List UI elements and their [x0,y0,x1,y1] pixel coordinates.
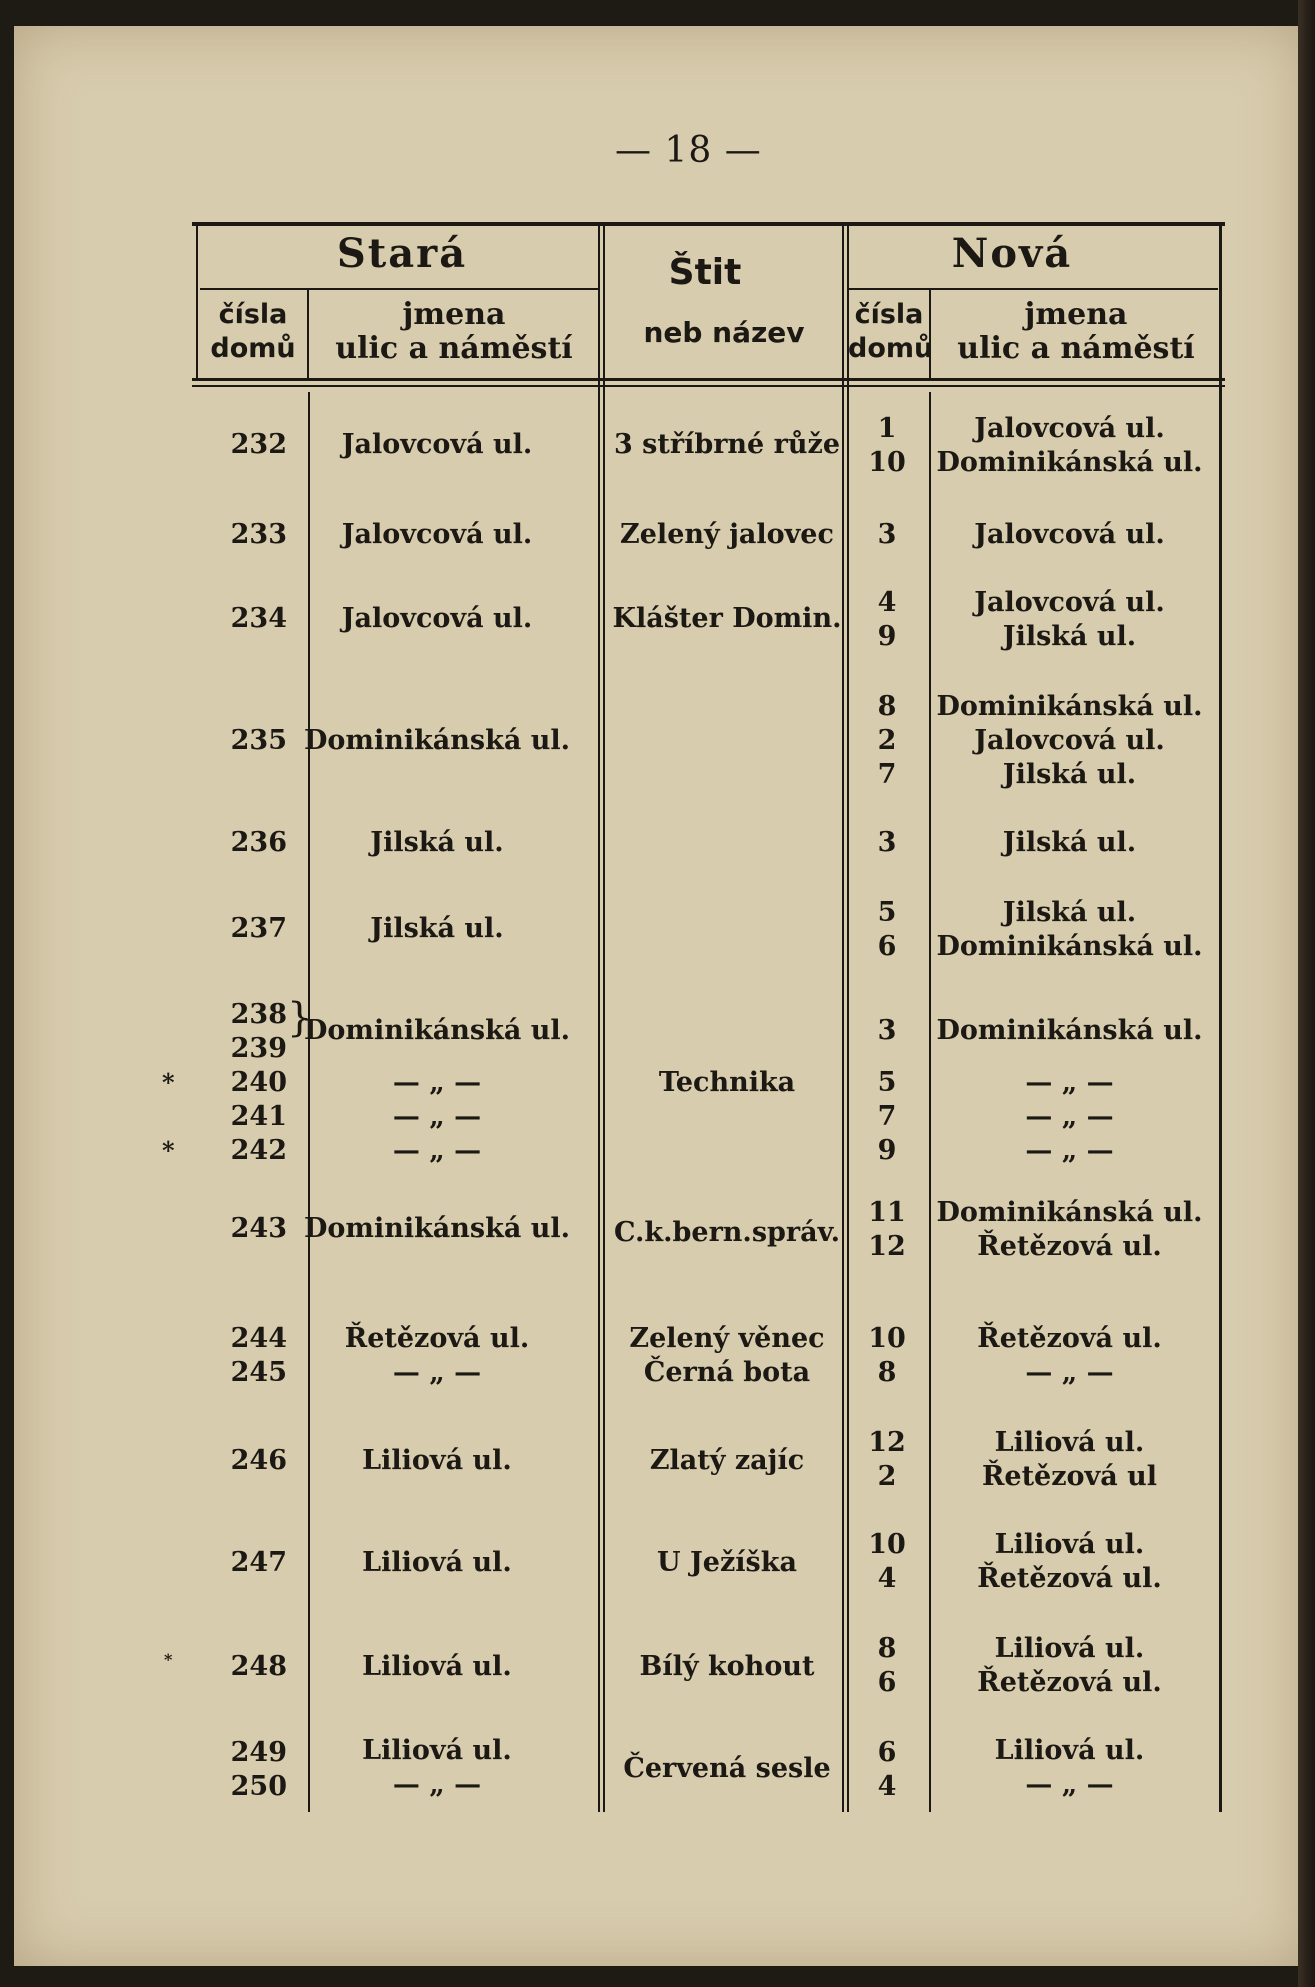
header-old-cisla-1: čísla [218,299,288,330]
header-old-jmena-1: jmena [402,297,506,332]
new-number: 3 [877,1015,897,1046]
page-number-text: — 18 — [615,130,762,171]
new-street: Jalovcová ul. [974,725,1165,756]
new-number: 6 [877,931,897,962]
header-new-cisla [848,298,934,366]
sign-name: Černá bota [643,1357,811,1388]
old-street: Liliová ul. [362,1651,512,1682]
sign-name: Technika [658,1067,796,1098]
old-col-divider-head [307,288,309,378]
new-street: Jilská ul. [1002,827,1137,858]
new-street: Jalovcová ul. [974,519,1165,550]
header-new-jmena [932,298,1220,366]
old-number: 248 [230,1651,287,1682]
new-street: Řetězová ul. [977,1667,1162,1698]
old-number: 238 [230,999,287,1030]
asterisk-marker: * [162,1068,175,1097]
new-number: 5 [877,897,897,928]
new-number: 1 [877,413,897,444]
header-bottom-rule-2 [192,385,1225,387]
header-new-cisla-1: čísla [854,299,924,330]
new-street: Řetězová ul. [977,1323,1162,1354]
header-old-cisla [200,298,306,366]
new-street: Liliová ul. [994,1735,1145,1766]
old-number: 235 [230,725,287,756]
old-number: 249 [230,1737,287,1768]
table-top-rule [192,222,1225,226]
sign-name: C.k.bern.správ. [613,1217,840,1248]
header-new-jmena-2: ulic a náměstí [957,331,1195,366]
old-street: Jalovcová ul. [341,429,533,460]
new-number: 2 [877,725,897,756]
sign-name: Klášter Domin. [612,603,842,634]
old-street: Jilská ul. [370,827,504,858]
new-street: Liliová ul. [994,1633,1145,1664]
old-street: Jalovcová ul. [341,519,533,550]
asterisk-marker: * [162,1136,175,1165]
new-number: 12 [868,1231,906,1262]
new-number: 2 [877,1461,897,1492]
left-border [196,222,198,378]
old-street-ditto: — „ — [392,1101,482,1132]
stara-sub-rule [200,288,600,290]
new-street: Dominikánská ul. [936,691,1203,722]
old-number: 250 [230,1771,287,1802]
new-street: Dominikánská ul. [936,931,1203,962]
old-number: 237 [230,913,287,944]
new-street-ditto: — „ — [1025,1769,1114,1800]
old-street-ditto: — „ — [392,1135,482,1166]
new-street: Jilská ul. [1002,621,1137,652]
sign-name: Zlatý zajíc [649,1445,805,1476]
old-street: Řetězová ul. [344,1323,530,1354]
sign-name: 3 stříbrné růže [613,429,841,460]
new-number: 3 [877,827,897,858]
asterisk-marker: * [164,1650,173,1669]
nova-sub-rule [848,288,1218,290]
new-number: 6 [877,1667,897,1698]
header-old-cisla-2: domů [210,333,296,364]
header-stara: Stará [336,230,468,277]
header-stit: Štit [668,252,742,293]
new-number: 4 [877,1771,897,1802]
page-edge [1298,0,1315,1987]
new-street: Řetězová ul. [977,1231,1162,1262]
old-number: 236 [230,827,287,858]
new-number: 7 [877,759,897,790]
old-number: 242 [230,1135,287,1166]
header-new-cisla-2: domů [848,333,934,364]
new-street-ditto: — „ — [1025,1357,1114,1388]
new-number: 10 [868,447,906,478]
old-number: 232 [230,429,287,460]
old-number: 240 [230,1067,287,1098]
header-new-jmena-1: jmena [1024,297,1128,332]
new-street: Řetězová ul [981,1461,1158,1492]
sign-name: Zelený věnec [629,1323,825,1354]
new-number: 9 [877,621,897,652]
new-number: 10 [868,1529,906,1560]
new-street: Jilská ul. [1002,759,1137,790]
sign-name: U Ježíška [657,1547,797,1578]
header-stit-sub: neb název [643,316,805,349]
header-bottom-rule [192,378,1225,381]
stit-left-border [598,226,600,1812]
new-street: Dominikánská ul. [936,447,1203,478]
new-number: 10 [868,1323,906,1354]
old-street-ditto: — „ — [392,1357,482,1388]
old-number: 245 [230,1357,287,1388]
old-street: Dominikánská ul. [303,1015,571,1046]
new-number: 12 [868,1427,906,1458]
new-number: 11 [868,1197,906,1228]
new-street: Dominikánská ul. [936,1197,1203,1228]
old-number: 244 [230,1323,287,1354]
header-old-jmena [310,298,598,366]
new-number: 3 [877,519,897,550]
new-number: 6 [877,1737,897,1768]
old-street: Liliová ul. [362,1445,512,1476]
old-number: 243 [230,1213,287,1244]
new-number: 9 [877,1135,897,1166]
new-number: 4 [877,1563,897,1594]
header-old-jmena-2: ulic a náměstí [335,331,573,366]
new-number: 7 [877,1101,897,1132]
new-street: Dominikánská ul. [936,1015,1203,1046]
old-number: 233 [230,519,287,550]
street-table [162,222,1225,1822]
old-street: Liliová ul. [362,1735,512,1766]
new-street: Jalovcová ul. [974,413,1165,444]
old-street: Dominikánská ul. [303,1213,571,1244]
new-street: Jalovcová ul. [974,587,1165,618]
new-street: Jilská ul. [1002,897,1137,928]
new-number: 4 [877,587,897,618]
brace-238-239: } [287,995,313,1041]
old-number: 239 [230,1033,287,1064]
new-number: 8 [877,1633,897,1664]
sign-name: Červená sesle [623,1753,831,1784]
old-street-ditto: — „ — [392,1769,482,1800]
sign-name: Zelený jalovec [620,519,834,550]
old-street: Jalovcová ul. [341,603,533,634]
new-street-ditto: — „ — [1025,1135,1114,1166]
old-street: Liliová ul. [362,1547,512,1578]
new-street-ditto: — „ — [1025,1067,1114,1098]
old-number: 241 [230,1101,287,1132]
new-number: 5 [877,1067,897,1098]
old-number: 247 [230,1547,287,1578]
header-nova: Nová [951,230,1073,277]
new-street: Řetězová ul. [977,1563,1162,1594]
new-number: 8 [877,691,897,722]
new-street-ditto: — „ — [1025,1101,1114,1132]
new-street: Liliová ul. [994,1427,1145,1458]
new-number: 8 [877,1357,897,1388]
new-street: Liliová ul. [994,1529,1145,1560]
old-street-ditto: — „ — [392,1067,482,1098]
sign-name: Bílý kohout [639,1651,815,1682]
old-street: Jilská ul. [370,913,504,944]
old-street: Dominikánská ul. [303,725,571,756]
old-number: 234 [230,603,287,634]
old-number: 246 [230,1445,287,1476]
